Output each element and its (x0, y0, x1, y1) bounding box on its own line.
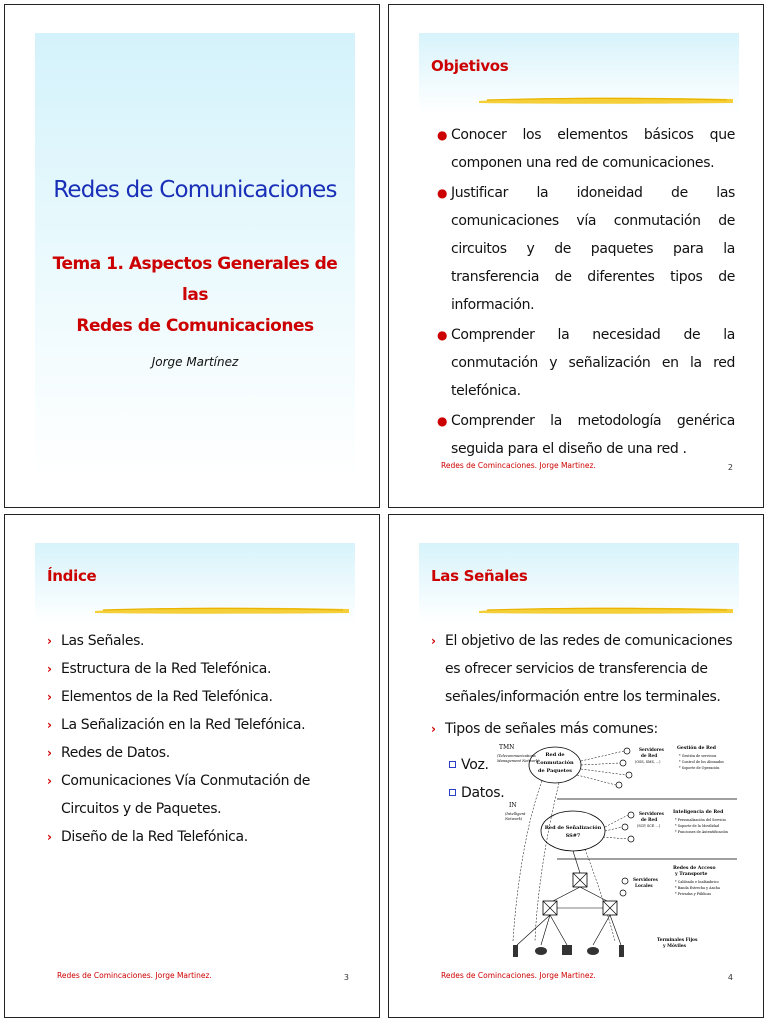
square-bullet-icon (449, 761, 456, 768)
list-item: › El objetivo de las redes de comunicaciones es ofrecer servicios de transferencia de señales/información entre los terminales. (431, 627, 735, 711)
svg-text:SS#7: SS#7 (565, 833, 581, 839)
list-item: ● Comprender la metodología genérica seguida para el diseño de una red . (435, 407, 735, 463)
svg-text:* Privadas y Públicas: * Privadas y Públicas (675, 892, 712, 896)
list-item: › Estructura de la Red Telefónica. (47, 655, 351, 683)
svg-text:Locales: Locales (635, 883, 653, 888)
chevron-right-icon: › (47, 662, 52, 676)
slide-footer: Redes de Comincaciones. Jorge Martinez. (57, 971, 212, 980)
slide-frame-1 (4, 4, 380, 508)
svg-text:* Control de los Abonados: * Control de los Abonados (679, 760, 724, 764)
svg-text:de Red: de Red (641, 753, 658, 758)
presentation-subtitle (49, 249, 341, 342)
list-item: ● Comprender la necesidad de la conmutación y señalización en la red telefónica. (435, 321, 735, 405)
local-server-nodes (620, 878, 628, 896)
svg-text:* Banda Estrecha y Ancha: * Banda Estrecha y Ancha (675, 886, 720, 890)
svg-text:Servidores: Servidores (633, 877, 658, 882)
svg-text:y Móviles: y Móviles (663, 944, 687, 949)
svg-text:* Soporte de la Movilidad: * Soporte de la Movilidad (675, 824, 719, 828)
slide-frame-2 (388, 4, 764, 508)
svg-text:Redes de Acceso: Redes de Acceso (673, 866, 716, 871)
slide-heading: Objetivos (431, 57, 509, 75)
list-item: › Diseño de la Red Telefónica. (47, 823, 351, 851)
switch-cross-marks (517, 851, 621, 945)
terminal-devices (513, 945, 624, 957)
packet-network-cloud (529, 747, 581, 783)
senales-slide (419, 543, 739, 987)
svg-text:(Telecommunications: (Telecommunications (497, 754, 536, 758)
svg-text:de Paquetes: de Paquetes (538, 768, 572, 774)
svg-text:y Transporte: y Transporte (675, 872, 708, 877)
square-bullet-icon (449, 789, 456, 796)
list-item: › Redes de Datos. (47, 739, 351, 767)
list-item: Voz. (449, 751, 504, 779)
brush-stroke-underline (477, 95, 735, 105)
page-number: 3 (343, 973, 349, 982)
bullet-dot-icon: ● (437, 328, 448, 342)
list-item: ● Justificar la idoneidad de las comunicaciones vía conmutación de circuitos y de paquetes para la transferencia de diferentes tipos de información. (435, 179, 735, 319)
signalling-network-cloud (541, 811, 605, 851)
objetivos-slide (419, 33, 739, 477)
list-item: › Comunicaciones Vía Conmutación de Circuitos y de Paquetes. (47, 767, 351, 823)
bullet-dot-icon: ● (437, 414, 448, 428)
chevron-right-icon: › (47, 718, 52, 732)
chevron-right-icon: › (47, 830, 52, 844)
svg-text:Inteligencia de Red: Inteligencia de Red (673, 810, 724, 815)
svg-text:Network): Network) (505, 817, 523, 821)
slide-heading: Índice (47, 567, 97, 585)
slide-frame-4 (388, 514, 764, 1018)
chevron-right-icon: › (47, 690, 52, 704)
chevron-right-icon: › (47, 774, 52, 788)
svg-text:Servidores: Servidores (639, 747, 664, 752)
tmn-label: TMN (499, 744, 515, 751)
bullet-dot-icon: ● (437, 186, 448, 200)
svg-text:Red de Señalización: Red de Señalización (544, 825, 602, 831)
slide-heading: Las Señales (431, 567, 528, 585)
svg-text:* Funciones de Autentificación: * Funciones de Autentificación (675, 830, 728, 834)
switch-nodes (543, 873, 617, 915)
list-item: › Elementos de la Red Telefónica. (47, 683, 351, 711)
list-item: › Las Señales. (47, 627, 351, 655)
svg-text:de Red: de Red (641, 817, 658, 822)
list-item: › La Señalización en la Red Telefónica. (47, 711, 351, 739)
svg-text:* Gestión de servicios: * Gestión de servicios (679, 754, 717, 758)
svg-text:* Personalización del Servicio: * Personalización del Servicio (675, 818, 727, 822)
list-item: ● Conocer los elementos básicos que componen una red de comunicaciones. (435, 121, 735, 177)
svg-text:* Soporte de Operación: * Soporte de Operación (679, 766, 720, 770)
slide-footer: Redes de Comincaciones. Jorge Martinez. (441, 971, 596, 980)
subtitle-line-1: Tema 1. Aspectos Generales de las (52, 254, 338, 305)
index-list (47, 627, 351, 851)
chevron-right-icon: › (431, 722, 436, 736)
page-number: 4 (727, 973, 733, 982)
title-slide (35, 33, 355, 477)
brush-stroke-underline (93, 605, 351, 615)
svg-text:Management Network): Management Network) (497, 759, 540, 763)
chevron-right-icon: › (47, 634, 52, 648)
slide-footer: Redes de Comincaciones. Jorge Martinez. (441, 461, 596, 470)
brush-stroke-underline (477, 605, 735, 615)
svg-text:(Intelligent: (Intelligent (505, 812, 526, 816)
svg-text:Conmutación: Conmutación (536, 760, 574, 766)
svg-text:Gestión de Red: Gestión de Red (677, 746, 716, 751)
svg-text:(OSS, SMS, ...): (OSS, SMS, ...) (635, 760, 661, 764)
network-architecture-diagram (497, 741, 739, 965)
svg-text:(SCP, SCE ...): (SCP, SCE ...) (637, 824, 661, 828)
list-item: Datos. (449, 779, 504, 807)
signals-list (431, 627, 735, 743)
objectives-list (435, 121, 735, 463)
svg-text:* Cableado e Inalámbrico: * Cableado e Inalámbrico (675, 880, 719, 884)
list-item: › Tipos de señales más comunes: (431, 715, 735, 743)
svg-text:Red de: Red de (545, 752, 565, 758)
slide-frame-3 (4, 514, 380, 1018)
chevron-right-icon: › (47, 746, 52, 760)
subtitle-line-2: Redes de Comunicaciones (76, 316, 314, 336)
page-number: 2 (727, 463, 733, 472)
chevron-right-icon: › (431, 634, 436, 648)
svg-text:Terminales Fijos: Terminales Fijos (657, 938, 698, 943)
presentation-title: Redes de Comunicaciones (53, 177, 337, 203)
bullet-dot-icon: ● (437, 128, 448, 142)
in-label: IN (509, 802, 517, 809)
author-name: Jorge Martínez (151, 355, 239, 369)
indice-slide (35, 543, 355, 987)
svg-text:Servidores: Servidores (639, 811, 664, 816)
